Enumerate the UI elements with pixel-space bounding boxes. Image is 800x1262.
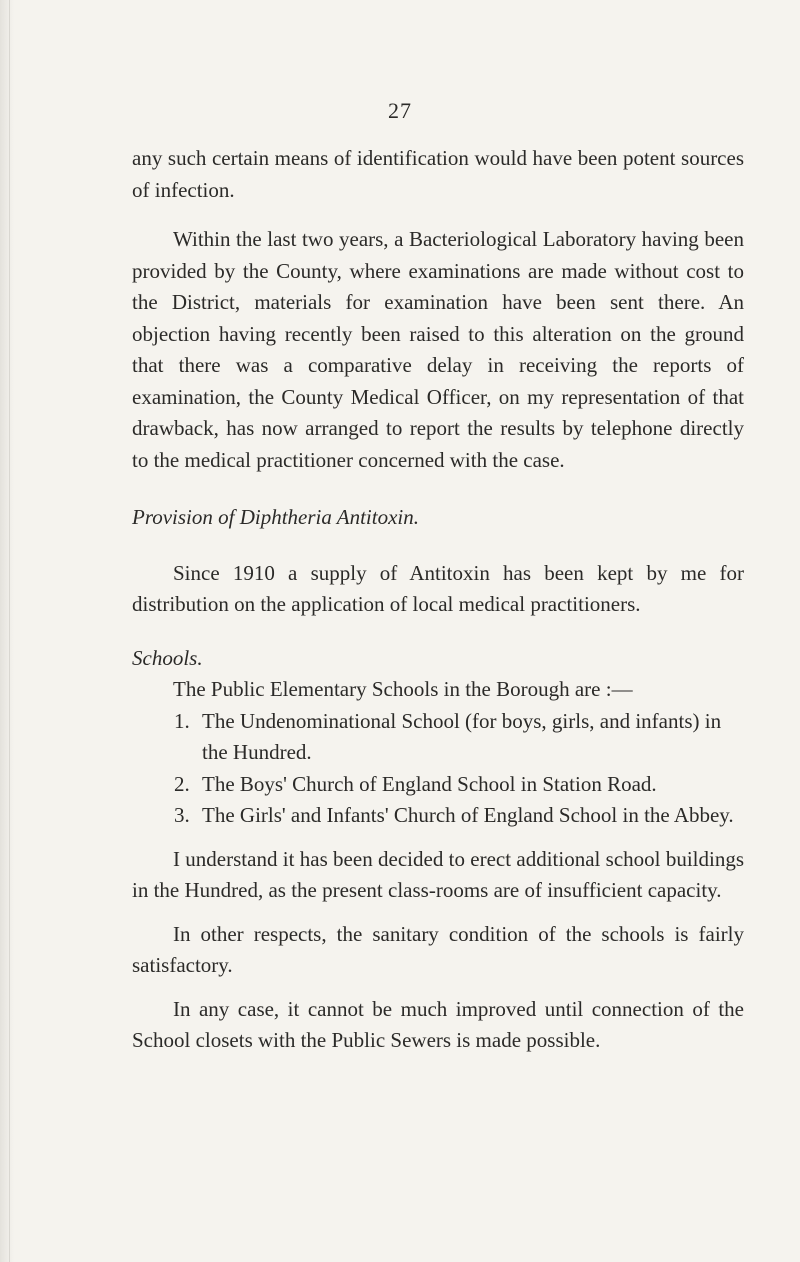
sewer-connection-paragraph: In any case, it cannot be much improved until connection of the School closets with the Public Sewers is made possible. [132,996,744,1052]
antitoxin-paragraph: Since 1910 a supply of Antitoxin has been kept by me for distribution on the application of local medical practitioners. [132,560,744,616]
list-item [132,706,744,769]
list-item [132,800,744,832]
sanitary-condition-paragraph: In other respects, the sanitary condition of the schools is fairly satisfactory. [132,921,744,977]
list-item [132,769,744,801]
list-item-number: 2. [174,771,190,796]
intro-paragraph: any such certain means of identification would have been potent sources of infection. [132,146,744,202]
schools-intro: The Public Elementary Schools in the Borough are :— [173,677,633,701]
bacteriological-paragraph: Within the last two years, a Bacteriological Laboratory having been provided by the County, where examinations are made without cost to the District, materials for examination have been sent there. An objection having recently been raised to this alteration on the ground that there was a comparative delay in receiving the reports of examination, the County Medical Officer, on my representation of that drawback, has now arranged to report the results by telephone directly to the medical practitioner concerned with the case. [132,227,744,472]
body-text [132,143,744,1057]
list-item-number: 3. [174,803,190,827]
antitoxin-heading: Provision of Diphtheria Antitoxin. [132,505,419,529]
page-number: 27 [388,98,412,123]
schools-list [132,706,744,832]
additional-buildings-paragraph: I understand it has been decided to erect additional school buildings in the Hundred, as the present class-rooms are of insufficient capacity. [132,846,744,902]
list-item-text: The Undenominational School (for boys, girls, and infants) in the Hundred. [202,708,722,764]
schools-heading: Schools. [132,645,203,670]
page-binding-edge [0,0,14,1262]
list-item-text: The Boys' Church of England School in Station Road. [202,771,657,796]
list-item-number: 1. [174,708,190,733]
list-item-text: The Girls' and Infants' Church of England School in the Abbey. [202,803,734,827]
page-binding-line [9,0,10,1262]
